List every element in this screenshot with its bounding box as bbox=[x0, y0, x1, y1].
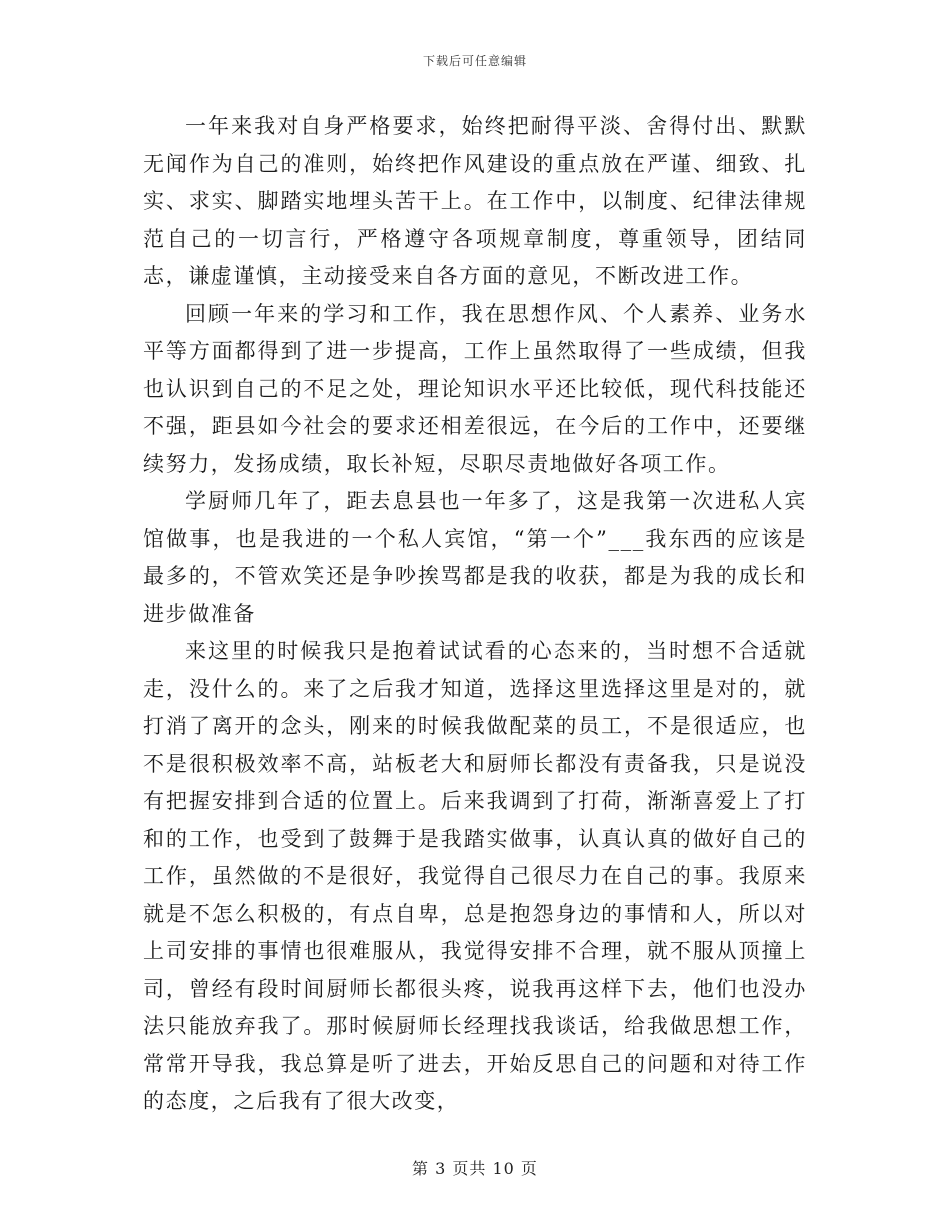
paragraph-1: 一年来我对自身严格要求，始终把耐得平淡、舍得付出、默默无闻作为自己的准则，始终把作风建设的重点放在严谨、细致、扎实、求实、脚踏实地埋头苦干上。在工作中，以制度、纪律法律规范自己的一切言行，严格遵守各项规章制度，尊重领导，团结同志，谦虚谨慎，主动接受来自各方面的意见，不断改进工作。 bbox=[143, 114, 807, 288]
page-footer: 第 3 页共 10 页 bbox=[412, 1159, 538, 1178]
paragraph-4: 来这里的时候我只是抱着试试看的心态来的，当时想不合适就走，没什么的。来了之后我才知道，选择这里选择这里是对的，就打消了离开的念头，刚来的时候我做配菜的员工，不是很适应，也不是很积极效率不高，站板老大和厨师长都没有责备我，只是说没有把握安排到合适的位置上。后来我调到了打荷，渐渐喜爱上了打和的工作，也受到了鼓舞于是我踏实做事，认真认真的做好自己的工作，虽然做的不是很好，我觉得自己很尽力在自己的事。我原来就是不怎么积极的，有点自卑，总是抱怨身边的事情和人，所以对上司安排的事情也很难服从，我觉得安排不合理，就不服从顶撞上司，曾经有段时间厨师长都很头疼，说我再这样下去，他们也没办法只能放弃我了。那时候厨师长经理找我谈话，给我做思想工作，常常开导我，我总算是听了进去，开始反思自己的问题和对待工作的态度，之后我有了很大改变， bbox=[143, 639, 807, 1113]
document-body bbox=[143, 108, 807, 1121]
page-header: 下载后可任意编辑 bbox=[422, 54, 527, 68]
paragraph-3: 学厨师几年了，距去息县也一年多了，这是我第一次进私人宾馆做事，也是我进的一个私人宾馆，“第一个”___我东西的应该是最多的，不管欢笑还是争吵挨骂都是我的收获，都是为我的成长和进步做准备 bbox=[143, 489, 807, 626]
paragraph-2: 回顾一年来的学习和工作，我在思想作风、个人素养、业务水平等方面都得到了进一步提高，工作上虽然取得了一些成绩，但我也认识到自己的不足之处，理论知识水平还比较低，现代科技能还不强，距县如今社会的要求还相差很远，在今后的工作中，还要继续努力，发扬成绩，取长补短，尽职尽责地做好各项工作。 bbox=[143, 301, 807, 476]
